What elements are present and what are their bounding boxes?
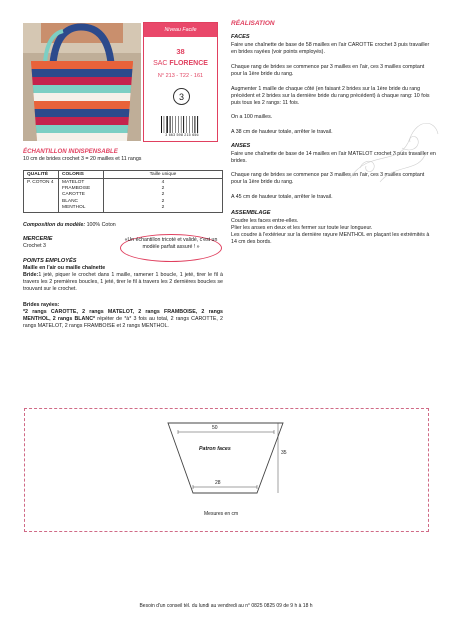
points-title: POINTS EMPLOYÉS (23, 258, 77, 264)
anses-title: ANSES (231, 143, 251, 149)
assemblage-p3: Les coudre à l'extérieur sur la dernière rayure MENTHOL en plaçant les extrémités à 14 cm des bords. (231, 232, 430, 245)
brides-rayees-rest: répéter de *à* 3 fois au total, 2 rangs CAROTTE, 2 rangs MATELOT, 2 rangs FRAMBOISE et 2 rangs MENTHOL. (23, 315, 223, 329)
pattern-diagram (160, 418, 300, 518)
assemblage-p1: Coudre les faces entre-elles. (231, 218, 299, 224)
table-cell-quantities (104, 179, 223, 213)
footer-contact: Besoin d'un conseil tél. du lundi au vendredi au n° 0825 0825 09 de 9 h à 18 h (139, 603, 313, 609)
mercerie-text: Crochet 3 (23, 243, 46, 249)
faces-p4: On a 100 mailles. (231, 114, 273, 120)
brides-rayees-bold: *2 rangs CAROTTE, 2 rangs MATELOT, 2 rangs FRAMBOISE, 2 rangs MENTHOL, 2 rangs BLANC* (23, 309, 223, 322)
table-row (24, 179, 223, 213)
diagram-label: Patron faces (199, 446, 231, 452)
color-blanc: BLANC (62, 198, 78, 204)
realisation-title: RÉALISATION (231, 20, 275, 27)
brides-rayees-title: Brides rayées: (23, 302, 60, 308)
faces-p1: Faire une chaînette de base de 58 mailles en l'air CAROTTE crochet 3 puis travailler en brides rayées (voir points employés). (231, 42, 430, 55)
qty-matelot: 4 (161, 179, 165, 185)
barcode-icon (160, 116, 204, 134)
bag-photo-illustration (23, 23, 141, 141)
barcode-number: 3 663 598 215 656 (165, 133, 199, 137)
table-header-quality: QUALITÉ (24, 171, 59, 179)
diagram-caption: Mesures en cm (204, 511, 239, 517)
anses-p2: Chaque rang de brides se commence par 3 mailles en l'air, ces 3 mailles comptant pour la 1ère bride du rang. (231, 172, 425, 185)
difficulty-level: Niveau Facile (144, 23, 217, 37)
echantillon-title: ÉCHANTILLON INDISPENSABLE (23, 148, 118, 155)
pattern-number: 38 (176, 47, 185, 56)
product-photo (23, 23, 141, 141)
faces-p5: A 38 cm de hauteur totale, arrêter le travail. (231, 129, 333, 135)
table-header-row (24, 171, 223, 179)
diagram-height-measure: 35 (281, 450, 287, 456)
crochet-size-badge: 3 (173, 88, 190, 105)
color-framboise: FRAMBOISE (62, 186, 91, 192)
pattern-name-bold: FLORENCE (169, 60, 208, 67)
pattern-name-prefix: SAC (153, 60, 168, 67)
bride-description (23, 272, 223, 293)
table-header-size: Taille unique (104, 171, 223, 179)
pattern-reference: N° 213 - T22 - 161 (157, 73, 204, 79)
assemblage-p2: Plier les anses en deux et les fermer sur toute leur longueur. (231, 225, 373, 231)
anses-p3: A 45 cm de hauteur totale, arrêter le travail. (231, 194, 333, 200)
diagram-bottom-measure: 28 (215, 480, 221, 486)
color-matelot: MATELOT (62, 179, 85, 185)
maille-title: Maille en l'air ou maille chaînette (23, 265, 106, 271)
swirl-decoration-icon (340, 108, 440, 188)
brides-rayees-text (23, 309, 223, 330)
color-carotte: CAROTTE (62, 192, 85, 198)
bride-text: 1 jeté, piquer le crochet dans 1 maille, ramener 1 boucle, 1 jeté, tirer le fil à travers les 2 premières boucles, 1 jeté, tirer le fil à travers les 2 dernières boucles se trouvant sur le crochet. (23, 272, 223, 292)
table-cell-quality: P. COTON 4 (24, 179, 59, 213)
table-cell-colors (59, 179, 104, 213)
bride-label: Bride: (23, 272, 39, 278)
qty-framboise: 2 (161, 186, 165, 192)
anses-p1: Faire une chaînette de base de 14 mailles en l'air MATELOT crochet 3 puis travailler en brides. (231, 151, 436, 164)
faces-p3: Augmenter 1 maille de chaque côté (en faisant 2 brides sur la 1ère bride du rang précédent et 2 brides sur la dernière bride du rang précédent) à chaque rang: 10 fois puis tous les 2 rangs: 11 fois. (231, 86, 430, 106)
qty-menthol: 2 (161, 205, 165, 211)
composition (23, 222, 223, 229)
composition-value: 100% Coton (85, 222, 116, 228)
echantillon-text: 10 cm de brides crochet 3 = 20 mailles et 11 rangs (23, 156, 142, 162)
tip-bubble: «Un échantillon tricoté et validé, c'est un modèle parfait assuré ! » (120, 234, 222, 262)
diagram-top-measure: 50 (212, 425, 218, 431)
faces-p2: Chaque rang de brides se commence par 3 mailles en l'air, ces 3 mailles comptant pour la 1ère bride du rang. (231, 64, 425, 77)
pattern-card (143, 22, 218, 142)
qty-carotte: 2 (161, 192, 165, 198)
faces-title: FACES (231, 34, 250, 40)
pattern-name (144, 59, 217, 68)
color-menthol: MENTHOL (62, 205, 86, 211)
yarn-table (23, 170, 223, 213)
assemblage-title: ASSEMBLAGE (231, 210, 271, 216)
mercerie-title: MERCERIE (23, 236, 53, 242)
composition-label: Composition du modèle: (23, 222, 86, 228)
table-header-colors: COLORIS (59, 171, 104, 179)
qty-blanc: 2 (161, 198, 165, 204)
